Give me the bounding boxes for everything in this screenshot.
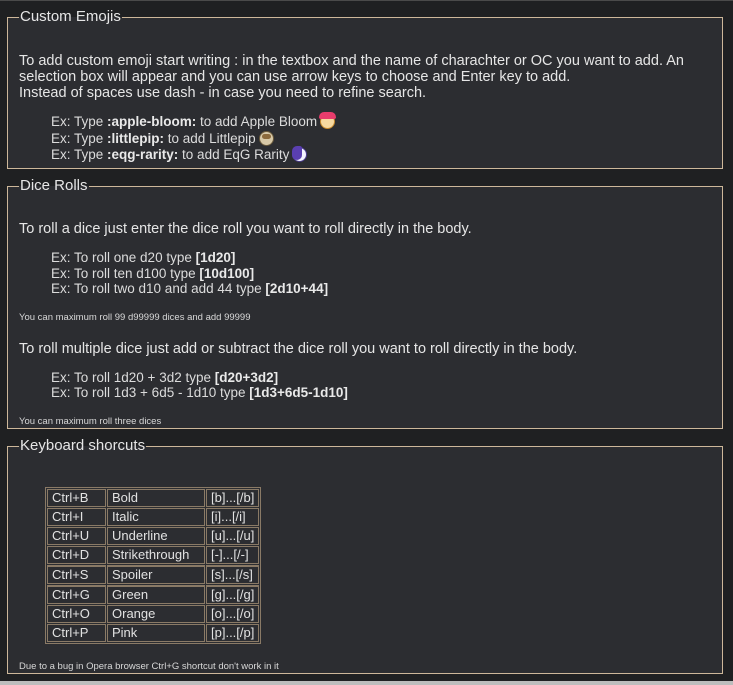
dice-example <box>51 250 235 266</box>
multi-dice-limit-note: You can maximum roll three dices <box>19 416 162 427</box>
example-code: :littlepip: <box>107 131 165 146</box>
example-text: Ex: To roll 1d20 + 3d2 type <box>51 370 215 385</box>
shortcut-key: Ctrl+G <box>47 585 106 604</box>
emoji-instructions-line-3: Instead of spaces use dash - in case you need to refine search. <box>19 85 427 101</box>
table-row <box>47 585 259 604</box>
table-row <box>47 508 259 526</box>
top-divider <box>0 0 733 1</box>
example-suffix: to add EqG Rarity <box>178 147 290 162</box>
dice-limit-note: You can maximum roll 99 d99999 dices and add 99999 <box>19 312 251 323</box>
table-row <box>47 565 259 584</box>
shortcut-action: Green <box>107 585 205 604</box>
shortcut-key: Ctrl+P <box>47 624 106 642</box>
keyboard-shortcuts-section <box>7 438 723 674</box>
shortcut-action: Orange <box>107 605 205 623</box>
shortcut-key: Ctrl+I <box>47 508 106 526</box>
dice-rolls-section <box>7 178 723 429</box>
opera-bug-note: Due to a bug in Opera browser Ctrl+G shortcut don't work in it <box>19 661 279 672</box>
example-code: [1d3+6d5-1d10] <box>249 385 348 400</box>
multi-dice-example <box>51 385 348 401</box>
shortcut-action: Italic <box>107 508 205 526</box>
shortcut-key: Ctrl+O <box>47 605 106 623</box>
shortcut-key: Ctrl+U <box>47 527 106 545</box>
example-text: Ex: To roll two d10 and add 44 type <box>51 281 266 296</box>
example-prefix: Ex: Type <box>51 147 108 162</box>
custom-emojis-legend: Custom Emojis <box>20 8 121 25</box>
shortcuts-table <box>45 487 261 644</box>
emoji-instructions-line-1: To add custom emoji start writing : in the textbox and the name of charachter or OC you want to add. An <box>19 53 684 69</box>
table-row <box>47 546 259 564</box>
custom-emojis-section <box>7 9 723 169</box>
shortcut-tag: [p]...[/p] <box>206 624 259 642</box>
example-suffix: to add Apple Bloom <box>196 114 318 129</box>
example-code: :apple-bloom: <box>107 114 197 129</box>
dice-example <box>51 281 328 297</box>
emoji-example-eqg-rarity <box>51 147 307 163</box>
shortcut-tag: [g]...[/g] <box>206 585 259 604</box>
example-text: Ex: To roll 1d3 + 6d5 - 1d10 type <box>51 385 250 400</box>
littlepip-emoji-icon <box>259 131 274 146</box>
shortcut-tag: [b]...[/b] <box>206 489 259 507</box>
dice-example <box>51 266 254 282</box>
shortcut-action: Spoiler <box>107 565 205 584</box>
example-text: Ex: To roll ten d100 type <box>51 266 200 281</box>
example-prefix: Ex: Type <box>51 114 108 129</box>
shortcut-action: Strikethrough <box>107 546 205 564</box>
example-text: Ex: To roll one d20 type <box>51 250 196 265</box>
example-code: [10d100] <box>199 266 255 281</box>
multi-dice-intro: To roll multiple dice just add or subtract the dice roll you want to roll directly in the body. <box>19 341 578 357</box>
table-row <box>47 527 259 545</box>
example-code: [d20+3d2] <box>214 370 279 385</box>
example-code: [2d10+44] <box>265 281 329 296</box>
table-row <box>47 605 259 623</box>
shortcut-key: Ctrl+D <box>47 546 106 564</box>
shortcut-key: Ctrl+S <box>47 565 106 584</box>
emoji-instructions-line-2: selection box will appear and you can use arrow keys to choose and Enter key to add. <box>19 69 571 85</box>
example-code: [1d20] <box>195 250 236 265</box>
table-row <box>47 624 259 642</box>
shortcut-tag: [-]...[/-] <box>206 546 259 564</box>
table-row <box>47 489 259 507</box>
example-prefix: Ex: Type <box>51 131 108 146</box>
shortcut-tag: [o]...[/o] <box>206 605 259 623</box>
shortcut-key: Ctrl+B <box>47 489 106 507</box>
dice-intro: To roll a dice just enter the dice roll you want to roll directly in the body. <box>19 221 472 237</box>
example-code: :eqg-rarity: <box>107 147 179 162</box>
shortcut-action: Pink <box>107 624 205 642</box>
shortcut-tag: [i]...[/i] <box>206 508 259 526</box>
eqg-rarity-emoji-icon <box>292 147 307 162</box>
example-suffix: to add Littlepip <box>164 131 256 146</box>
apple-bloom-emoji-icon <box>320 114 335 129</box>
multi-dice-example <box>51 370 278 386</box>
shortcut-tag: [s]...[/s] <box>206 565 259 584</box>
emoji-example-apple-bloom <box>51 114 335 130</box>
dice-rolls-legend: Dice Rolls <box>20 177 88 194</box>
keyboard-shortcuts-legend: Keyboard shorcuts <box>20 437 146 454</box>
shortcut-tag: [u]...[/u] <box>206 527 259 545</box>
shortcut-action: Underline <box>107 527 205 545</box>
bottom-divider <box>0 681 733 685</box>
emoji-example-littlepip <box>51 131 274 147</box>
shortcut-action: Bold <box>107 489 205 507</box>
